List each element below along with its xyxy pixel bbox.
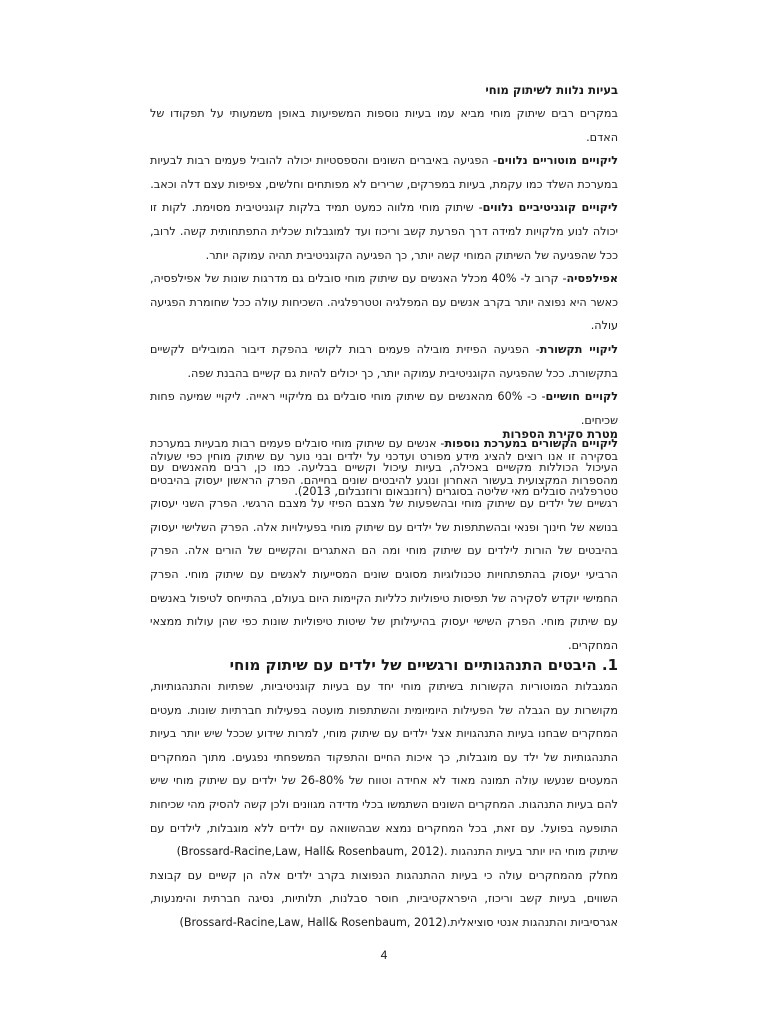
chapter-1-body xyxy=(150,675,618,935)
chapter-1-para2-text: מחלק מהמחקרים עולה כי בעיות ההתנהגות הנפוצות בקרב ילדים אלה הן קשיים עם קבוצת השווים, בעיות קשב וריכוז, היפראקטיביות, חוסר סבלנות, תלותיות, נסיגה חברתית והימנעות, אגרסיביות והתנהגות אנטי סוציאלית xyxy=(150,868,618,929)
chapter-1-paragraph-2 xyxy=(150,864,618,935)
problem-term: אפילפסיה xyxy=(566,272,619,286)
section-title-review-goal: מטרת סקירת הספרות xyxy=(502,427,618,441)
associated-problem-item xyxy=(150,196,618,267)
problem-description: כ- 60% מהאנשים עם שיתוק מוחי סובלים גם מליקויי ראייה. ליקויי שמיעה פחות שכיחים. xyxy=(150,390,618,427)
problem-term: לקויים חושיים xyxy=(545,390,619,404)
problem-separator: - xyxy=(558,272,567,286)
chapter-1-heading: 1. היבטים התנהגותיים ורגשיים של ילדים עם שיתוק מוחי xyxy=(229,656,618,674)
problem-term: ליקויים מוטוריים נלווים xyxy=(497,154,618,168)
problem-separator: - xyxy=(473,201,483,215)
associated-problem-item xyxy=(150,338,618,385)
chapter-1-paragraph-1 xyxy=(150,675,618,864)
review-goal-paragraph: בסקירה זו אנו רוצים להציג מידע מפורט ועדכני על ילדים ובני נוער עם שיתוק מוחין כפי שעולה מהספרות המקצועית בעשור האחרון ונוגע להיבטים שונים בחייהם. הפרק הראשון יעסוק בהיבטים רגשיים של ילדים עם שיתוק מוחי ובהשפעות של מצבם הפיזי על מצבם הרגשי. הפרק השני יעסוק בנושא של חינוך ופנאי ובהשתתפות של ילדים עם שיתוק מוחי בפעילויות אלה. הפרק השלישי יעסוק בהיבטים של הורות לילדים עם שיתוק מוחי ומה הם האתגרים והקשיים של הורים אלה. הפרק הרביעי יעסוק בהתפתחויות טכנולוגיות מסוגים שונים המסייעות לאנשים עם שיתוק מוחי. הפרק החמישי יוקדש לסקירה של תפיסות טיפוליות כלליות הקיימות היום בעולם, בהתייחס לטיפול באנשים עם שיתוק מוחי. הפרק השישי יעסוק בהיעילותן של שיטות טיפוליות שונות כפי שהן עולות ממצאי המחקרים. xyxy=(150,450,618,652)
problem-term: ליקויים קוגניטיביים נלווים xyxy=(482,201,619,215)
citation: (Brossard-Racine,Law, Hall& Rosenbaum, 2012). xyxy=(176,845,448,859)
chapter-1-para1-text: המגבלות המוטוריות הקשורות בשיתוק מוחי יחד עם בעיות קוגניטיביות, שפתיות והתנהגותיות, מקושרות עם הגבלה של הפעילות היומיומית והשתתפות מועטה בפעילות חברתיות שונות. מעטים המחקרים שבחנו בעיות התנהגויות אצל ילדים עם שיתוק מוחי, למרות שידוע שככל שיש יותר בעיות התנהגותיות של ילד עם מוגבלות, כך איכות החיים והתפקוד המשפחתי נפגעים. מתוך המחקרים המעטים שנעשו עולה תמונה מאוד לא אחידה וטווח של 26-80% של ילדים עם שיתוק מוחי שיש להם בעיות התנהגות. המחקרים השונים השתמשו בכלי מדידה מגוונים ולכן קשה להסיק מהי שכיחות התופעה בפועל. עם זאת, בכל המחקרים נמצא שבהשוואה עם ילדים ללא מוגבלות, לילדים עם שיתוק מוחי היו יותר בעיות התנהגות xyxy=(150,680,618,859)
problem-term: ליקויי תקשורת xyxy=(539,342,618,356)
page-number: 4 xyxy=(380,948,388,962)
problem-separator: - xyxy=(529,342,540,356)
problem-separator: - xyxy=(536,390,546,404)
citation: (Brossard-Racine,Law, Hall& Rosenbaum, 2012). xyxy=(179,915,451,929)
section-review-goal xyxy=(150,426,618,657)
problem-description: הפגיעה הפיזית מובילה פעמים רבות לקושי בהפקת דיבור המובילים לקשיים בתקשורת. ככל שהפגיעה הקוגניטיבית עמוקה יותר, כך יכולים להיות גם קשיים בהבנת שפה. xyxy=(150,342,618,380)
section-intro: במקרים רבים שיתוק מוחי מביא עמו בעיות נוספות המשפיעות באופן משמעותי על תפקודו של האדם. xyxy=(150,107,618,144)
problem-description: קרוב ל- 40% מכלל האנשים עם שיתוק מוחי סובלים גם מדרגות שונות של אפילפסיה, כאשר היא נפוצה יותר בקרב אנשים עם המפלגיה וטטרפלגיה. השכיחות עולה ככל שחומרת הפגיעה עולה. xyxy=(150,272,618,333)
associated-problem-item xyxy=(150,149,618,196)
problem-term: ליקויים הקשורים במערכת נוספות xyxy=(444,437,619,451)
problem-separator: - xyxy=(436,437,445,451)
problem-description: שיתוק מוחי מלווה כמעט תמיד בלקות קוגניטיבית מסוימת. לקות זו יכולה לנוע מלקויות למידה דרך הפרעת קשב וריכוז ועד למוגבלות שכלית התפתחותית קשה. לרוב, ככל שהפגיעה של השיתוק המוחי קשה יותר, כך הפגיעה הקוגניטיבית תהיה עמוקה יותר. xyxy=(150,201,618,262)
problem-separator: - xyxy=(488,154,498,168)
problem-description: אנשים עם שיתוק מוחי סובלים פעמים רבות מבעיות במערכת העיכול הכוללות מקשיים באכילה, בעיות עיכול וקשיים בבליעה. כמו כן, רבים מהאנשים עם טטרפלגיה סובלים מאי שליטה בסוגרים (רוזנבאום ורוזנבלום, 2013). xyxy=(150,437,618,498)
section-title-associated-problems: בעיות נלוות לשיתוק מוחי xyxy=(485,83,618,97)
problem-description: הפגיעה באיברים השונים והספסטיות יכולה להוביל פעמים רבות לבעיות במערכת השלד כמו עקמת, בעיות במפרקים, שרירים לא מפותחים וחלשים, צפיפות עצם דלה וכאב. xyxy=(150,154,618,191)
associated-problem-item xyxy=(150,267,618,338)
